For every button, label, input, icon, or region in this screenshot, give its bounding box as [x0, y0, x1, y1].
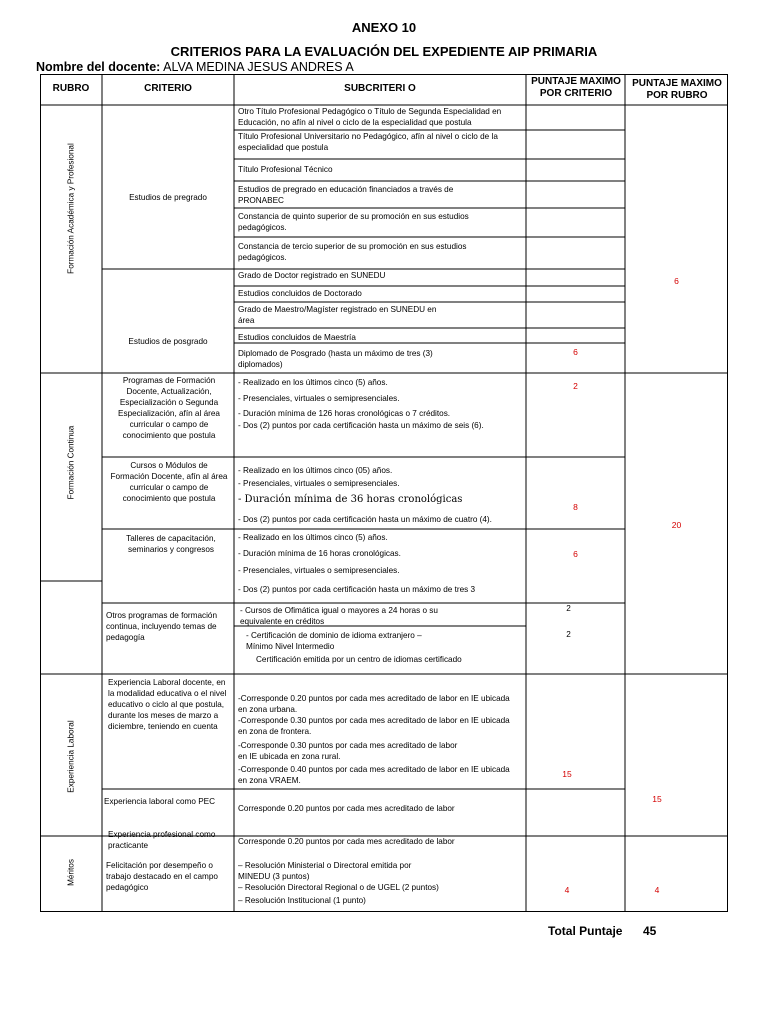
- score-idioma: 2: [566, 630, 571, 639]
- subcriterio-item: - Presenciales, virtuales o semipresenciales.: [238, 479, 400, 488]
- criterio-felicitacion: Felicitación por desempeño o trabajo destacado en el campo pedagógico: [106, 861, 218, 892]
- total-value: 45: [643, 924, 657, 938]
- subcriterio-item: - Duración mínima de 36 horas cronológicas: [238, 494, 463, 505]
- subcriterio-item: -Corresponde 0.40 puntos por cada mes acreditado de labor en IE ubicada en zona VRAEM.: [238, 765, 510, 785]
- criterio-cursos: Cursos o Módulos de Formación Docente, afín al área curricular o campo de conocimiento que postula: [110, 461, 228, 503]
- subcriterio-item: Título Profesional Universitario no Pedagógico, afín al nivel o ciclo de la especialidad que postula: [238, 132, 498, 152]
- subcriterio-item: - Presenciales, virtuales o semipresenciales.: [238, 394, 400, 403]
- criterio-exp-pec: Experiencia laboral como PEC: [104, 797, 216, 806]
- header-max-criterio: PUNTAJE MAXIMO POR CRITERIO: [531, 76, 621, 99]
- score-programas: 2: [573, 381, 578, 391]
- teacher-name: ALVA MEDINA JESUS ANDRES A: [163, 60, 354, 74]
- criterio-posgrado: Estudios de posgrado: [128, 337, 208, 346]
- subcriterio-item: Corresponde 0.20 puntos por cada mes acreditado de labor: [238, 804, 455, 813]
- score-cursos: 8: [573, 502, 578, 512]
- subcriterio-item: - Realizado en los últimos cinco (5) años.: [238, 533, 388, 542]
- subcriterio-item: -Corresponde 0.30 puntos por cada mes acreditado de labor en IE ubicada en zona de frontera.: [238, 716, 510, 736]
- total-label: Total Puntaje: [548, 924, 623, 938]
- score-rubro-experiencia: 15: [652, 794, 662, 804]
- rubro-formacion-continua: Formación Continua: [66, 425, 76, 500]
- criterio-programas: Programas de Formación Docente, Actualización, Especialización o Segunda Especialización, afín al área curricular o campo de conocimiento que postula: [118, 376, 220, 440]
- subcriterio-item: - Dos (2) puntos por cada certificación hasta un máximo de seis (6).: [238, 421, 484, 430]
- subcriterio-item: - Realizado en los últimos cinco (5) años.: [238, 378, 388, 387]
- score-ofimatica: 2: [566, 604, 571, 613]
- subcriterio-item: – Resolución Ministerial o Directoral emitida por MINEDU (3 puntos): [238, 861, 412, 881]
- header-subcriterio: SUBCRITERI O: [344, 83, 416, 94]
- criterio-exp-practicante: Experiencia profesional como practicante: [108, 830, 216, 850]
- subcriterio-item: Estudios de pregrado en educación financiados a través de PRONABEC: [238, 185, 454, 205]
- rubro-experiencia-laboral: Experiencia Laboral: [66, 720, 76, 793]
- subcriterio-item: – Resolución Directoral Regional o de UGEL (2 puntos): [238, 883, 439, 892]
- subcriterio-item: - Realizado en los últimos cinco (05) años.: [238, 466, 393, 475]
- criterio-talleres: Talleres de capacitación, seminarios y congresos: [126, 534, 216, 554]
- score-rubro-academica: 6: [674, 276, 679, 286]
- header-rubro: RUBRO: [52, 83, 90, 94]
- subcriterio-item: Grado de Doctor registrado en SUNEDU: [238, 271, 386, 280]
- document-title: CRITERIOS PARA LA EVALUACIÓN DEL EXPEDIENTE AIP PRIMARIA: [170, 44, 598, 59]
- rubro-meritos: Méritos: [66, 859, 76, 886]
- subcriterio-item: -Corresponde 0.30 puntos por cada mes acreditado de labor en IE ubicada en zona rural.: [238, 741, 458, 761]
- subcriterio-item: Certificación emitida por un centro de idiomas certificado: [256, 655, 462, 664]
- subcriterio-item: Grado de Maestro/Magíster registrado en SUNEDU en área: [238, 305, 437, 325]
- score-diplomado: 6: [573, 347, 578, 357]
- subcriterio-item: Diplomado de Posgrado (hasta un máximo de tres (3) diplomados): [238, 349, 433, 369]
- score-talleres: 6: [573, 549, 578, 559]
- teacher-name-line: [36, 60, 354, 74]
- score-rubro-meritos: 4: [654, 885, 660, 895]
- subcriterio-item: - Presenciales, virtuales o semipresenciales.: [238, 566, 400, 575]
- teacher-label: Nombre del docente:: [36, 60, 161, 74]
- subcriterio-item: Estudios concluidos de Doctorado: [238, 289, 362, 298]
- header-criterio: CRITERIO: [144, 83, 192, 94]
- subcriterio-item: - Certificación de dominio de idioma extranjero – Mínimo Nivel Intermedio: [246, 631, 422, 651]
- score-meritos: 4: [564, 885, 570, 895]
- subcriterio-item: Otro Título Profesional Pedagógico o Título de Segunda Especialidad en Educación, no afín al nivel o ciclo de la especialidad que postula: [238, 107, 502, 127]
- header-max-rubro: PUNTAJE MAXIMO POR RUBRO: [632, 78, 722, 101]
- subcriterio-item: Estudios concluidos de Maestría: [238, 333, 356, 342]
- subcriterio-item: - Dos (2) puntos por cada certificación hasta un máximo de tres 3: [238, 585, 476, 594]
- subcriterio-item: - Dos (2) puntos por cada certificación hasta un máximo de cuatro (4).: [238, 515, 492, 524]
- subcriterio-item: – Resolución Institucional (1 punto): [238, 896, 366, 905]
- criterio-otros: Otros programas de formación continua, incluyendo temas de pedagogía: [106, 611, 218, 642]
- subcriterio-item: Constancia de quinto superior de su promoción en sus estudios pedagógicos.: [238, 212, 469, 232]
- subcriterio-item: - Duración mínima de 16 horas cronológicas.: [238, 549, 401, 558]
- criterio-pregrado: Estudios de pregrado: [129, 193, 207, 202]
- subcriterio-item: - Cursos de Ofimática igual o mayores a 24 horas o su equivalente en créditos: [240, 606, 438, 626]
- annex-title: ANEXO 10: [351, 20, 417, 35]
- score-rubro-continua: 20: [671, 520, 682, 530]
- rubro-formacion-academica: Formación Académica y Profesional: [66, 143, 76, 274]
- subcriterio-item: -Corresponde 0.20 puntos por cada mes acreditado de labor en IE ubicada en zona urbana.: [238, 694, 510, 714]
- score-experiencia: 15: [562, 769, 572, 779]
- subcriterio-item: - Duración mínima de 126 horas cronológicas o 7 créditos.: [238, 409, 451, 418]
- criterio-exp-docente: Experiencia Laboral docente, en la modalidad educativa o el nivel educativo o ciclo al que postula, durante los meses de marzo a diciembre, teniendo en cuenta: [108, 678, 227, 731]
- subcriterio-item: Corresponde 0.20 puntos por cada mes acreditado de labor: [238, 837, 455, 846]
- subcriterio-item: Título Profesional Técnico: [238, 165, 333, 174]
- evaluation-table: [40, 74, 728, 912]
- subcriterio-item: Constancia de tercio superior de su promoción en sus estudios pedagógicos.: [238, 242, 467, 262]
